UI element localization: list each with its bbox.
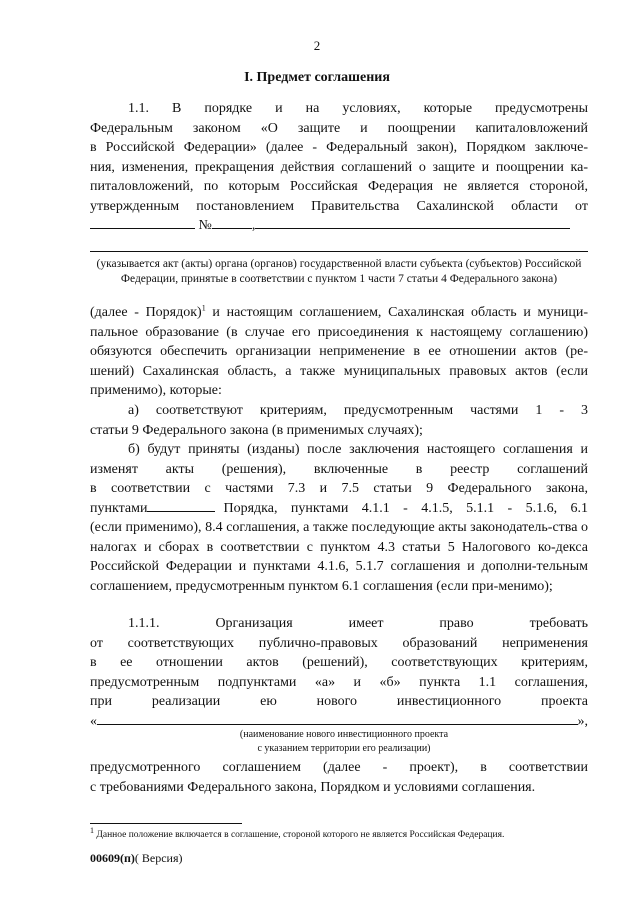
p111-line: предусмотренным подпунктами «а» и «б» пункта 1.1 соглашения, [90, 674, 588, 690]
paragraph-poryadok [90, 303, 588, 401]
points-rest: Порядка, пунктами 4.1.1 - 4.1.5, 5.1.1 - 5.1.6, 6.1 [223, 500, 588, 516]
p1-line: Федеральным законом «О защите и поощрении капиталовложений [90, 120, 588, 136]
item-b-line: изменят акты (решения), включенные в реестр соглашений [90, 461, 588, 477]
poryadok-rest: и настоящим соглашением, Сахалинская область и муници-пальное образование (в случае его присоединения к настоящему соглашению) обязуются обеспечить организации неприменение в ее отношении актов (ре-шений) Сахалинская область, а также муниципальных правовых актов (если применимо), которые: [90, 305, 588, 398]
item-b [90, 440, 588, 596]
date-blank [90, 216, 195, 229]
item-b-line: в соответствии с частями 7.3 и 7.5 статьи 9 Федерального закона, [90, 481, 588, 496]
comma: , [251, 218, 256, 233]
quote-close: », [577, 713, 588, 729]
item-b-points-line [90, 499, 588, 519]
points-blank [147, 499, 215, 512]
p111-line: в ее отношении актов (решений), соответствующих критериям, [90, 655, 588, 670]
final-line: предусмотренного соглашением (далее - проект), в соответствии [90, 760, 588, 775]
item-b-line: б) будут приняты (изданы) после заключения настоящего соглашения и [128, 442, 588, 457]
paragraph-1-1 [90, 99, 588, 236]
p1-line: ния, изменения, прекращения действия соглашений о защите и поощрении ка- [90, 159, 588, 175]
act-blank-line [90, 251, 588, 252]
p1-line: 1.1. В порядке и на условиях, которые предусмотрены [128, 101, 588, 116]
footnote-text: Данное положение включается в соглашение, стороной которого не является Российская Федерация. [94, 830, 505, 840]
p111-line: 1.1.1. Организация имеет право требовать [128, 616, 588, 631]
footnote-mark: 1 [90, 825, 94, 835]
project-note [200, 728, 488, 755]
p111-line: от соответствующих публично-правовых образований неприменения [90, 635, 588, 651]
number-blank [212, 216, 252, 229]
number-sign: № [198, 218, 212, 233]
p1-line: в Российской Федерации» (далее - Федеральный закон), Порядком заключе- [90, 140, 588, 155]
poryadok-text [90, 303, 588, 401]
act-note: (указывается акт (акты) органа (органов) государственной власти субъекта (субъектов) Российской Федерации, принятые в соответствии с пунктом 1 части 7 статьи 4 Федерального закона) [96, 258, 582, 285]
item-a [90, 401, 588, 440]
project-note-line: (наименование нового инвестиционного проекта [239, 729, 449, 740]
page-number: 2 [313, 38, 321, 53]
section-title: I. Предмет соглашения [244, 70, 390, 85]
document-code [90, 851, 183, 866]
points-label: пунктами [90, 500, 148, 516]
document-version: ( Версия) [134, 851, 183, 865]
footnote [90, 825, 590, 841]
paragraph-1-1-1 [90, 614, 588, 731]
project-name-blank [97, 712, 578, 725]
footnote-ref: 1 [201, 303, 206, 313]
poryadok-lead: (далее - Порядок) [90, 305, 202, 320]
item-b-rest: (если применимо), 8.4 соглашения, а также последующие акты законодатель-ства о налогах и сборах в соответствии с пунктом 4.3 статьи 5 Налогового ко-декса Российской Федерации и пунктами 4.1.6, 5.1.7 соглашения и дополни-тельным соглашением, предусмотренным пунктом 6.1 соглашения (если при-менимо); [90, 520, 588, 594]
item-a-line: статьи 9 Федерального закона (в применимых случаях); [90, 422, 423, 438]
paragraph-final [90, 758, 588, 797]
project-note-line: с указанием территории его реализации) [257, 742, 431, 754]
date-number-line [90, 216, 588, 236]
p1-line: утвержденным постановлением Правительства Сахалинской области от [90, 198, 588, 214]
final-line: с требованиями Федерального закона, Порядком и условиями соглашения. [90, 779, 536, 795]
document-code-number: 00609(п) [90, 851, 135, 865]
act-title-blank [255, 216, 570, 229]
footnote-separator [90, 823, 242, 824]
item-a-line: а) соответствуют критериям, предусмотренным частями 1 - 3 [128, 403, 588, 418]
p111-line: при реализации ею нового инвестиционного проекта [90, 694, 588, 709]
quote-open: « [90, 713, 97, 729]
p1-line: питаловложений, по которым Российская Федерация не является стороной, [90, 179, 588, 194]
